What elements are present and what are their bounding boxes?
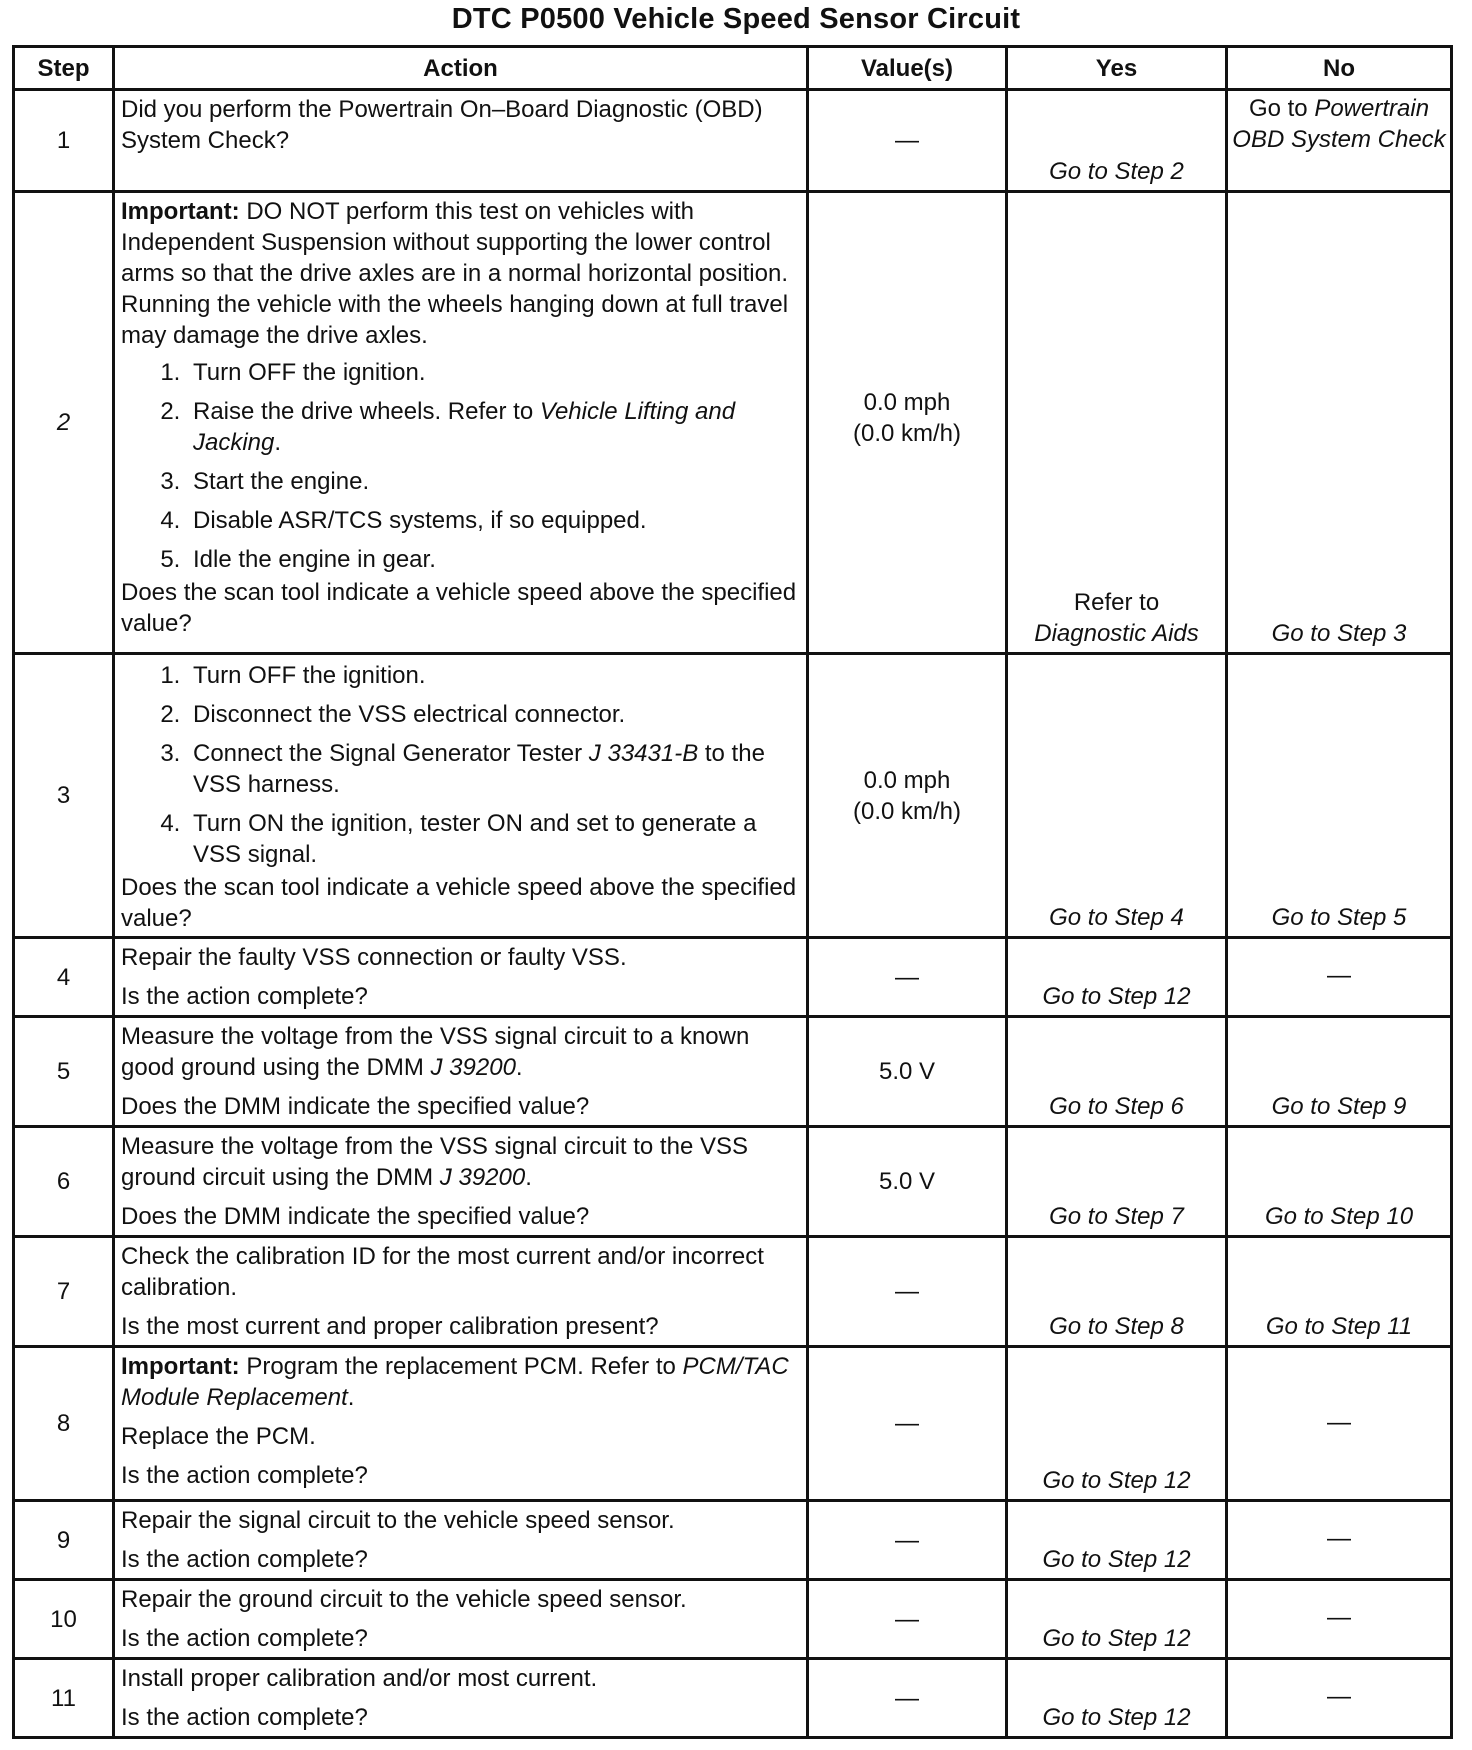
yes-link[interactable]: Go to Step 12 — [1042, 1625, 1191, 1652]
yes-cell — [1007, 1659, 1227, 1738]
procedure-list — [121, 357, 800, 575]
value-cell — [808, 1501, 1007, 1580]
action-instruction: Repair the signal circuit to the vehicle speed sensor. — [121, 1507, 675, 1534]
list-item: 1. Turn OFF the ignition. — [187, 660, 800, 691]
value-cell: 5.0 V — [808, 1017, 1007, 1127]
value-cell — [808, 1347, 1007, 1501]
no-cell — [1227, 938, 1452, 1017]
list-item-text: Raise the drive wheels. Refer to — [193, 398, 540, 425]
no-cell — [1227, 90, 1452, 192]
yes-link[interactable]: Go to Step 7 — [1049, 1203, 1184, 1230]
no-cell — [1227, 1127, 1452, 1237]
table-row — [14, 654, 1452, 938]
step-number: 2 — [14, 192, 114, 654]
diagnostic-table — [12, 45, 1453, 1739]
header-no: No — [1227, 47, 1452, 90]
action-cell — [114, 1127, 808, 1237]
value-cell — [808, 654, 1007, 938]
tool-number: J 39200 — [430, 1054, 516, 1081]
procedure-list — [121, 660, 800, 870]
no-link[interactable]: Go to Step 10 — [1264, 1203, 1414, 1230]
tool-number: J 33431-B — [588, 740, 699, 767]
no-link[interactable]: Go to Step 5 — [1271, 904, 1407, 931]
header-step: Step — [14, 47, 114, 90]
no-prefix: Go to — [1248, 95, 1315, 122]
no-cell — [1227, 1237, 1452, 1347]
list-item: 4. Turn ON the ignition, tester ON and set to generate a VSS signal. — [187, 808, 800, 870]
value-kmh: (0.0 km/h) — [852, 797, 962, 825]
step-number: 10 — [14, 1580, 114, 1659]
value-mph: 0.0 mph — [863, 766, 951, 794]
empty-dash: — — [1327, 962, 1351, 989]
table-row — [14, 1127, 1452, 1237]
empty-dash: — — [1327, 1683, 1351, 1710]
no-cell — [1227, 192, 1452, 654]
action-instruction — [121, 1021, 800, 1083]
reference-link[interactable]: PCM/TAC Module Replacement — [121, 1353, 789, 1411]
value-cell — [808, 938, 1007, 1017]
table-row — [14, 90, 1452, 192]
value-cell — [808, 1659, 1007, 1738]
yes-link[interactable]: Diagnostic Aids — [1034, 620, 1199, 647]
action-cell — [114, 192, 808, 654]
action-question: Does the DMM indicate the specified value? — [121, 1203, 590, 1230]
no-cell — [1227, 1501, 1452, 1580]
yes-link[interactable]: Go to Step 4 — [1049, 904, 1184, 931]
list-item: 1. Turn OFF the ignition. — [187, 357, 800, 388]
no-cell — [1227, 1347, 1452, 1501]
action-question: Does the scan tool indicate a vehicle speed above the specified value? — [121, 579, 797, 637]
step-number: 11 — [14, 1659, 114, 1738]
value-cell — [808, 1237, 1007, 1347]
action-cell — [114, 1237, 808, 1347]
important-note — [121, 196, 800, 351]
yes-prefix: Refer to — [1073, 589, 1160, 616]
action-cell — [114, 654, 808, 938]
no-link[interactable]: Go to Step 11 — [1265, 1313, 1413, 1340]
table-row — [14, 1580, 1452, 1659]
page-title: DTC P0500 Vehicle Speed Sensor Circuit — [451, 3, 1021, 35]
action-question: Did you perform the Powertrain On–Board Diagnostic (OBD) System Check? — [121, 96, 763, 154]
step-number: 4 — [14, 938, 114, 1017]
list-item — [187, 738, 800, 800]
step-number: 8 — [14, 1347, 114, 1501]
header-values: Value(s) — [808, 47, 1007, 90]
table-row — [14, 1659, 1452, 1738]
list-item — [187, 396, 800, 458]
no-link[interactable]: Go to Step 9 — [1271, 1093, 1407, 1120]
table-row — [14, 192, 1452, 654]
action-cell — [114, 1659, 808, 1738]
value-cell — [808, 90, 1007, 192]
empty-dash: — — [1327, 1525, 1351, 1552]
important-text: DO NOT perform this test on vehicles with Independent Suspension without supporting the lower control arms so that the drive axles are in a normal horizontal position. Running the vehicle with the wheels hanging down at full travel may damage the drive axles. — [121, 198, 789, 349]
yes-cell — [1007, 1017, 1227, 1127]
yes-link[interactable]: Go to Step 12 — [1042, 1467, 1191, 1494]
yes-link[interactable]: Go to Step 2 — [1049, 158, 1184, 185]
yes-cell — [1007, 1237, 1227, 1347]
action-instruction: Repair the ground circuit to the vehicle speed sensor. — [121, 1586, 687, 1613]
table-row — [14, 1501, 1452, 1580]
action-instruction: Replace the PCM. — [121, 1423, 316, 1450]
action-question: Is the action complete? — [121, 1704, 368, 1731]
empty-dash: — — [895, 1278, 919, 1305]
action-question: Is the action complete? — [121, 1546, 368, 1573]
tool-number: J 39200 — [439, 1164, 526, 1191]
yes-cell — [1007, 1501, 1227, 1580]
action-question: Is the most current and proper calibration present? — [121, 1313, 659, 1340]
empty-dash: — — [895, 1526, 919, 1554]
yes-cell — [1007, 1580, 1227, 1659]
empty-dash: — — [895, 127, 919, 154]
no-cell — [1227, 1580, 1452, 1659]
action-instruction — [121, 1131, 800, 1193]
action-cell — [114, 1017, 808, 1127]
no-cell — [1227, 654, 1452, 938]
table-row — [14, 1237, 1452, 1347]
instruction-suffix: . — [525, 1164, 532, 1191]
empty-dash: — — [895, 1684, 919, 1712]
no-link[interactable]: Go to Step 3 — [1271, 620, 1407, 647]
action-cell — [114, 1580, 808, 1659]
empty-dash: — — [895, 963, 919, 991]
important-suffix: . — [347, 1384, 355, 1411]
yes-link[interactable]: Go to Step 12 — [1042, 1546, 1191, 1573]
important-note — [121, 1351, 800, 1413]
step-number: 3 — [14, 654, 114, 938]
yes-cell — [1007, 1127, 1227, 1237]
table-header-row — [14, 47, 1452, 90]
table-row — [14, 1017, 1452, 1127]
instruction-text: Measure the voltage from the VSS signal circuit to a known good ground using the DMM — [121, 1023, 750, 1081]
header-action: Action — [114, 47, 808, 90]
action-question: Does the DMM indicate the specified value? — [121, 1093, 590, 1120]
yes-cell — [1007, 654, 1227, 938]
action-cell — [114, 90, 808, 192]
instruction-suffix: . — [515, 1054, 523, 1081]
action-question: Is the action complete? — [121, 983, 368, 1010]
list-item: 4. Disable ASR/TCS systems, if so equipped. — [187, 505, 800, 536]
important-label: Important: — [121, 198, 240, 225]
step-number: 7 — [14, 1237, 114, 1347]
yes-cell — [1007, 938, 1227, 1017]
reference-link[interactable]: Vehicle Lifting and Jacking — [193, 398, 736, 456]
no-link[interactable]: Powertrain OBD System Check — [1232, 95, 1446, 153]
yes-link[interactable]: Go to Step 6 — [1049, 1093, 1184, 1120]
instruction-text: Measure the voltage from the VSS signal circuit to the VSS ground circuit using the DMM — [121, 1133, 748, 1191]
action-instruction: Repair the faulty VSS connection or faulty VSS. — [121, 944, 627, 971]
header-yes: Yes — [1007, 47, 1227, 90]
no-cell — [1227, 1017, 1452, 1127]
action-instruction: Check the calibration ID for the most current and/or incorrect calibration. — [121, 1243, 764, 1301]
step-number: 9 — [14, 1501, 114, 1580]
action-instruction: Install proper calibration and/or most current. — [121, 1665, 598, 1692]
list-item-suffix: to the VSS harness. — [193, 740, 765, 798]
action-question: Is the action complete? — [121, 1462, 368, 1489]
list-item: 5. Idle the engine in gear. — [187, 544, 800, 575]
important-label: Important: — [121, 1353, 240, 1380]
table-row — [14, 1347, 1452, 1501]
value-kmh: (0.0 km/h) — [852, 420, 962, 447]
value-cell: 5.0 V — [808, 1127, 1007, 1237]
list-item-suffix: . — [274, 429, 282, 456]
table-row — [14, 938, 1452, 1017]
action-cell — [114, 1347, 808, 1501]
value-mph: 0.0 mph — [863, 389, 951, 416]
step-number: 6 — [14, 1127, 114, 1237]
empty-dash: — — [1327, 1604, 1351, 1631]
action-cell — [114, 1501, 808, 1580]
no-cell — [1227, 1659, 1452, 1738]
step-number: 1 — [14, 90, 114, 192]
step-number: 5 — [14, 1017, 114, 1127]
list-item: 3. Start the engine. — [187, 466, 800, 497]
yes-link[interactable]: Go to Step 12 — [1042, 983, 1191, 1010]
yes-link[interactable]: Go to Step 12 — [1042, 1704, 1191, 1731]
action-question: Is the action complete? — [121, 1625, 368, 1652]
yes-cell — [1007, 192, 1227, 654]
list-item-text: Connect the Signal Generator Tester — [193, 740, 589, 767]
action-question: Does the scan tool indicate a vehicle speed above the specified value? — [121, 874, 797, 932]
action-cell — [114, 938, 808, 1017]
yes-cell — [1007, 90, 1227, 192]
value-cell — [808, 192, 1007, 654]
yes-cell — [1007, 1347, 1227, 1501]
important-text: Program the replacement PCM. Refer to — [239, 1353, 683, 1380]
yes-link[interactable]: Go to Step 8 — [1049, 1313, 1184, 1340]
list-item: 2. Disconnect the VSS electrical connector. — [187, 699, 800, 730]
empty-dash: — — [895, 1410, 919, 1437]
value-cell — [808, 1580, 1007, 1659]
empty-dash: — — [895, 1605, 919, 1633]
empty-dash: — — [1327, 1408, 1351, 1436]
